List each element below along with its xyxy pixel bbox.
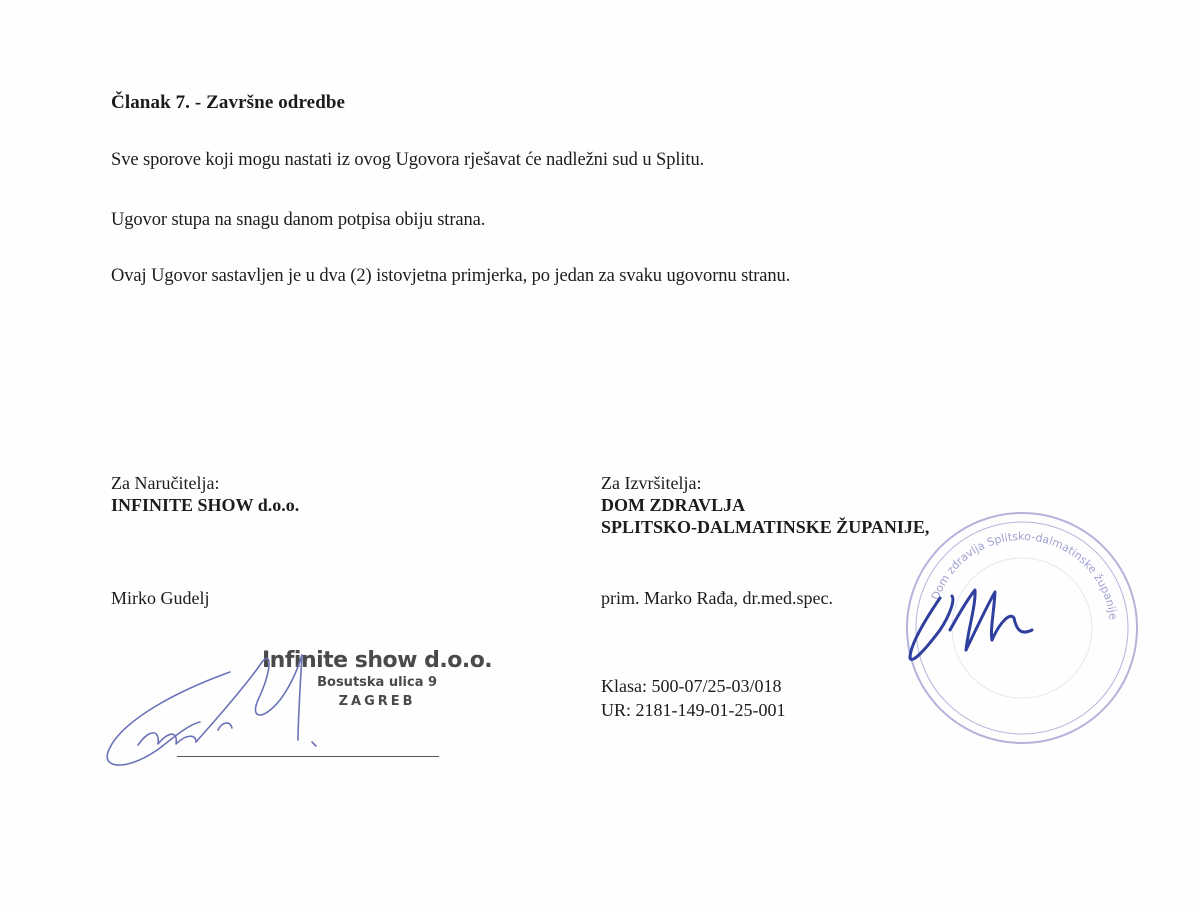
contractor-signer-name: prim. Marko Rađa, dr.med.spec. [601,588,833,608]
client-role-label: Za Naručitelja: [111,473,220,493]
stamp-city: ZAGREB [338,694,416,709]
paragraph-copies: Ovaj Ugovor sastavljen je u dva (2) istovjetna primjerka, po jedan za svaku ugovornu stranu. [111,266,791,286]
reference-numbers [601,674,785,722]
paragraph-jurisdiction: Sve sporove koji mogu nastati iz ovog Ugovora rješavat će nadležni sud u Splitu. [111,150,705,170]
client-signer-name: Mirko Gudelj [111,588,210,608]
client-organization: INFINITE SHOW d.o.o. [111,495,300,515]
contractor-role-label: Za Izvršitelja: [601,473,702,493]
client-company-stamp [262,648,492,709]
paragraph-effective: Ugovor stupa na snagu danom potpisa obiju strana. [111,210,486,230]
stamp-company-name: Infinite show d.o.o. [262,648,493,673]
contractor-handwritten-signature [910,590,1032,659]
contractor-round-stamp [907,513,1137,743]
contractor-organization-line2: SPLITSKO-DALMATINSKE ŽUPANIJE, [601,517,930,537]
klasa-number: Klasa: 500-07/25-03/018 [601,676,782,696]
contractor-organization-line1: DOM ZDRAVLJA [601,495,746,515]
contractor-signature-block [601,472,929,538]
round-stamp-text: Dom zdravlja Splitsko-dalmatinske županije [928,529,1120,621]
client-signature-line [177,756,439,757]
client-signature-block [111,472,299,516]
ur-number: UR: 2181-149-01-25-001 [601,700,786,720]
article-heading: Članak 7. - Završne odredbe [111,92,346,113]
stamp-address: Bosutska ulica 9 [317,675,438,690]
